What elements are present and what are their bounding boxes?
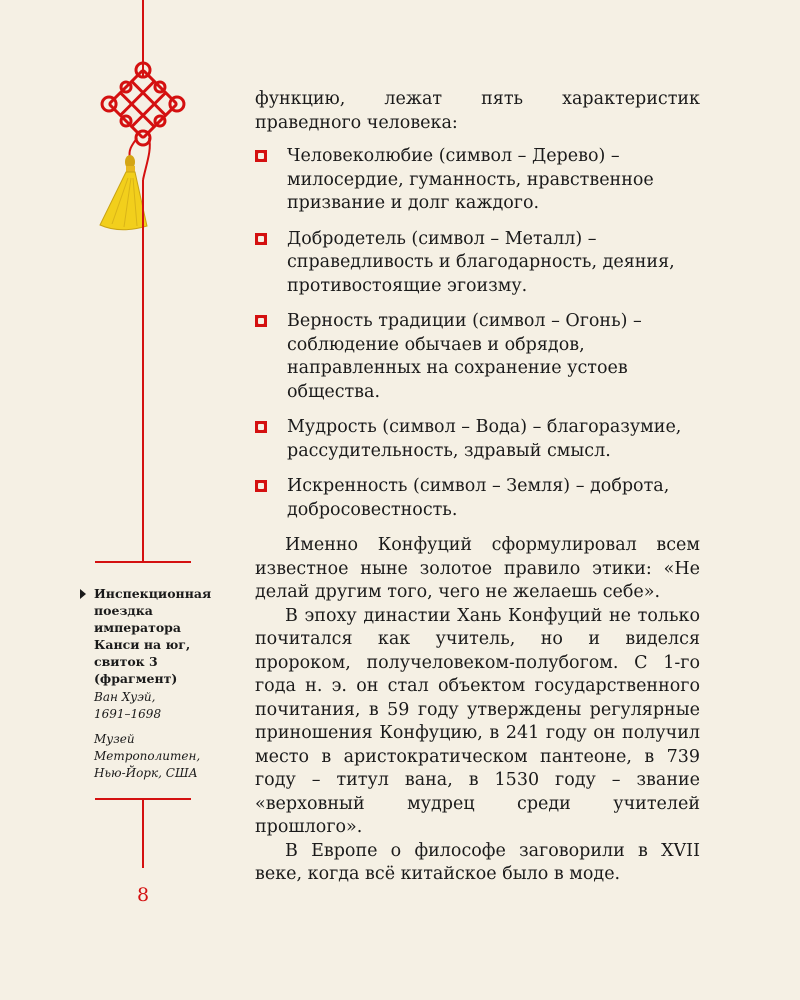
traits-list	[255, 145, 700, 522]
body-paragraph: Именно Конфуций сформулировал всем известное ныне золотое правило этики: «Не делай другим того, чего не желаешь себе».	[255, 535, 700, 602]
main-text	[255, 88, 700, 887]
caption-title: Инспекционная поездка императора Канси на юг, свиток 3 (фрагмент)	[94, 586, 212, 686]
list-item	[255, 310, 700, 404]
page-number: 8	[136, 884, 150, 906]
bullet-square-icon	[255, 233, 267, 245]
tassel-icon	[100, 155, 147, 230]
trait-text: Мудрость (символ – Вода) – благоразумие, рассудительность, здравый смысл.	[287, 417, 682, 461]
bullet-square-icon	[255, 480, 267, 492]
trait-text: Добродетель (символ – Металл) – справедливость и благодарность, деяния, противостоящие эгоизму.	[287, 228, 675, 296]
body-paragraph: В эпоху династии Хань Конфуций не только почитался как учитель, но и виделся пророком, получеловеком-полубогом. С 1-го года н. э. он стал объектом государственного почитания, в 59 году утверждены регулярные приношения Конфуцию, в 241 году он получил место в аристократическом пантеоне, в 739 году – титул вана, в 1530 году – звание «верховный мудрец среди учителей прошлого».	[255, 605, 700, 837]
intro-paragraph: функцию, лежат пять характеристик праведного человека:	[255, 89, 700, 133]
list-item	[255, 228, 700, 299]
list-item	[255, 416, 700, 463]
bullet-square-icon	[255, 150, 267, 162]
bullet-square-icon	[255, 315, 267, 327]
caption-years: 1691–1698	[94, 707, 162, 721]
trait-text: Верность традиции (символ – Огонь) – соблюдение обычаев и обрядов, направленных на сохранение устоев общества.	[287, 311, 642, 402]
list-item	[255, 145, 700, 216]
list-item	[255, 475, 700, 522]
caption-arrow-icon	[80, 589, 86, 599]
bullet-square-icon	[255, 421, 267, 433]
tassel-cord	[129, 138, 137, 158]
body-paragraph: В Европе о философе заговорили в XVII веке, когда всё китайское было в моде.	[255, 840, 700, 884]
caption-museum: Музей Метрополитен, Нью-Йорк, США	[94, 732, 201, 780]
caption-author-name: Ван Хуэй,	[94, 690, 156, 704]
image-caption	[94, 585, 229, 782]
trait-text: Человеколюбие (символ – Дерево) – милосердие, гуманность, нравственное призвание и долг каждого.	[287, 146, 654, 213]
caption-author	[94, 689, 229, 723]
trait-text: Искренность (символ – Земля) – доброта, добросовестность.	[287, 476, 670, 520]
